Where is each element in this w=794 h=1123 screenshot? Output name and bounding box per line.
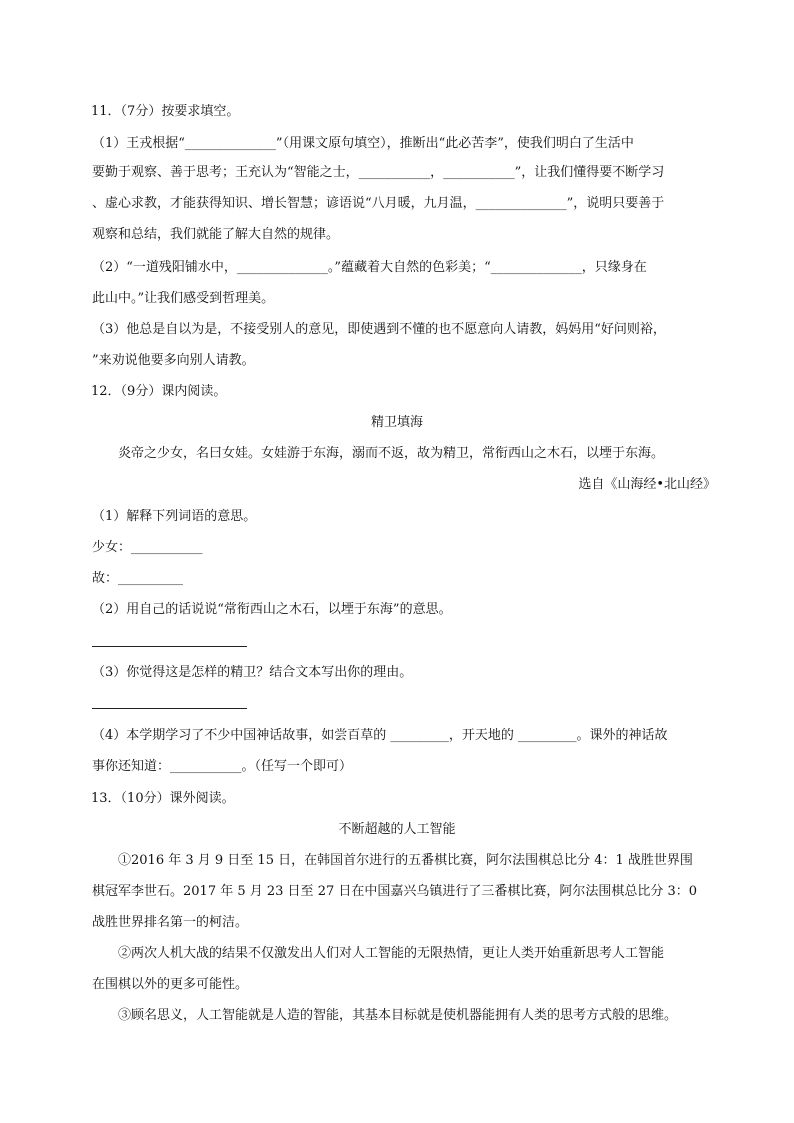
q12-sub1: （1）解释下列词语的意思。 <box>92 509 257 524</box>
q12-passage-title: 精卫填海 <box>370 415 423 430</box>
q12-sub2: （2）用自己的话说说“常衔西山之木石，以堙于东海”的意思。 <box>92 602 452 617</box>
q11-part2-line2: 此山中。”让我们感受到哲理美。 <box>92 291 275 306</box>
q12-sub4-line1: （4）本学期学习了不少中国神话故事，如尝百草的 _________，开天地的 _________。课外的神话故 <box>92 728 668 743</box>
q11-part1-line1: （1）王戎根据“______________”（用课文原句填空），推断出“此必苦李”，使我们明白了生活中 <box>92 136 634 151</box>
q11-part2-line1: （2）“一道残阳铺水中，______________。”蕴藏着大自然的色彩美；“______________，只缘身在 <box>92 260 647 275</box>
q11-part3-line1: （3）他总是自以为是，不接受别人的意见，即使遇到不懂的也不愿意向人请教，妈妈用“好问则裕， <box>92 322 666 337</box>
q13-para2-line1: ②两次人机大战的结果不仅激发出人们对人工智能的无限热情，更让人类开始重新思考人工智能 <box>118 946 665 961</box>
q12-passage: 炎帝之少女，名曰女娃。女娃游于东海，溺而不返，故为精卫，常衔西山之木石，以堙于东海。 <box>118 446 665 461</box>
q11-part3-line2: ”来劝说他要多向别人请教。 <box>92 353 255 368</box>
q11-part1-line4: 观察和总结，我们就能了解大自然的规律。 <box>92 227 340 242</box>
q12-sub3: （3）你觉得这是怎样的精卫？结合文本写出你的理由。 <box>92 665 413 680</box>
q13-para1-line1: ①2016 年 3 月 9 日至 15 日，在韩国首尔进行的五番棋比赛，阿尔法围棋总比分 4：1 战胜世界围 <box>118 853 693 868</box>
q12-header: 12．（9分）课内阅读。 <box>91 384 227 399</box>
q13-para1-line3: 战胜世界排名第一的柯洁。 <box>92 915 249 930</box>
q12-sub1-item-a: 少女：___________ <box>92 540 203 555</box>
q11-part1-line2: 要勤于观察、善于思考；王充认为“智能之士，___________，___________”，让我们懂得要不断学习 <box>92 165 665 180</box>
q12-sub1-item-b: 故：__________ <box>92 571 184 586</box>
q13-header: 13．（10分）课外阅读。 <box>91 791 235 806</box>
q13-para1-line2: 棋冠军李世石。2017 年 5 月 23 日至 27 日在中国嘉兴乌镇进行了三番棋比赛，阿尔法围棋总比分 3：0 <box>92 884 698 899</box>
answer-line <box>92 708 247 709</box>
answer-line <box>92 646 247 647</box>
q12-sub4-line2: 事你还知道：___________。（任写一个即可） <box>92 759 353 774</box>
q11-header: 11．（7分）按要求填空。 <box>91 104 240 119</box>
q11-part1-line3: 、虚心求教，才能获得知识、增长智慧；谚语说“八月暖，九月温，______________”，说明只要善于 <box>92 196 665 211</box>
q13-passage-title: 不断超越的人工智能 <box>338 822 456 837</box>
q13-para3-line1: ③顾名思义，人工智能就是人造的智能，其基本目标就是使机器能拥有人类的思考方式般的思维。 <box>118 1008 678 1023</box>
q13-para2-line2: 在围棋以外的更多可能性。 <box>92 977 249 992</box>
q12-source: 选自《山海经•北山经》 <box>578 477 716 492</box>
